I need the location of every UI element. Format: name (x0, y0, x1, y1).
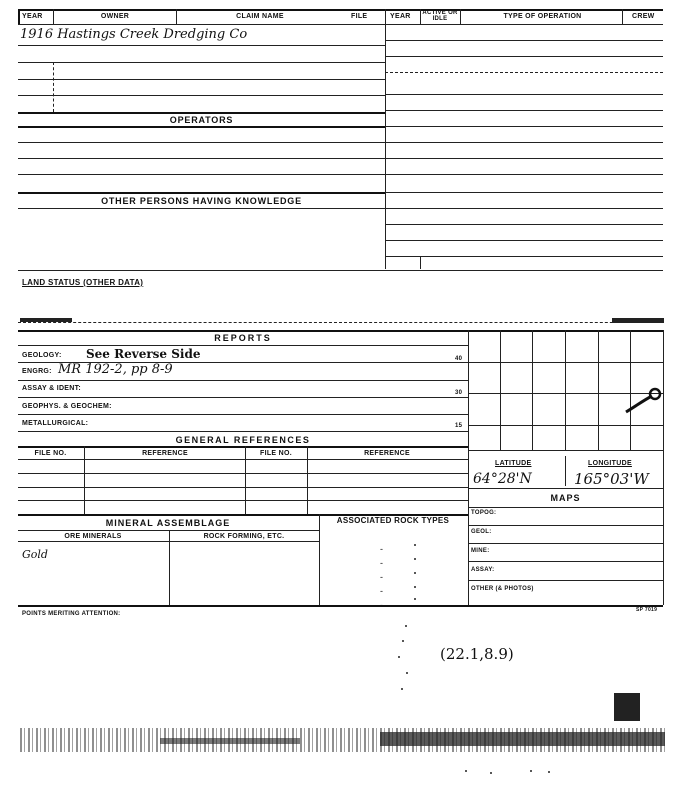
reports-top-rule (18, 330, 663, 332)
operators-top-rule (18, 112, 385, 114)
scan-black-square (614, 693, 640, 721)
reports-row-rule (18, 397, 468, 398)
header-divider (18, 9, 20, 24)
col-crew-header: CREW (632, 13, 655, 20)
right-row-rule (385, 256, 663, 257)
scan-dot (406, 672, 408, 674)
mineral-col-divider (319, 514, 320, 605)
header-bottom-rule (18, 24, 663, 25)
scan-dot (548, 771, 550, 773)
reports-subrule (18, 345, 468, 346)
form-code: SP 7019 (636, 607, 658, 613)
points-top-rule (18, 605, 663, 607)
references-row-rule (18, 500, 468, 501)
file-no-header-2: FILE NO. (260, 450, 292, 457)
general-references-heading: GENERAL REFERENCES (175, 435, 311, 445)
reference-header-2: REFERENCE (364, 450, 410, 457)
right-row-rule (385, 56, 663, 57)
ore-minerals-header: ORE MINERALS (64, 533, 122, 540)
col-year-header: YEAR (22, 13, 43, 20)
scan-dot (402, 640, 404, 642)
owner-row-rule (18, 95, 385, 96)
scan-dot (401, 688, 403, 690)
rock-forming-header: ROCK FORMING, ETC. (203, 533, 285, 540)
col-year-right-header: YEAR (390, 13, 411, 20)
header-divider (622, 9, 623, 24)
right-row-rule (385, 192, 663, 193)
reports-row-rule (18, 431, 468, 432)
reports-num-30: 30 (455, 390, 463, 396)
maps-rule (468, 580, 663, 581)
maps-rule (468, 507, 663, 508)
scan-dot (398, 656, 400, 658)
references-row-rule (18, 473, 468, 474)
maps-assay: ASSAY: (471, 567, 495, 573)
owner-year-divider (53, 62, 54, 112)
references-rule (18, 446, 468, 448)
land-status-bottom-rule (18, 322, 663, 323)
right-row-rule (385, 240, 663, 241)
owner-row-rule (18, 45, 385, 46)
col-file-header: FILE (351, 13, 368, 20)
scan-noise-dark (380, 732, 665, 746)
maps-topog: TOPOG: (471, 510, 497, 516)
reports-num-40: 40 (455, 356, 463, 362)
grid-col (565, 330, 566, 450)
scan-dot (530, 770, 532, 772)
maps-geol: GEOL: (471, 529, 492, 535)
reports-row-rule (18, 380, 468, 381)
header-divider (420, 9, 421, 24)
operators-heading: OPERATORS (169, 115, 234, 125)
header-divider (460, 9, 461, 24)
operator-row-rule (18, 158, 385, 159)
grid-col (598, 330, 599, 450)
main-vertical-divider (385, 9, 386, 269)
reports-heading: REPORTS (214, 333, 272, 343)
scan-dot (414, 598, 416, 600)
right-row-rule (385, 110, 663, 111)
references-col-divider (84, 446, 85, 514)
right-row-divider (420, 256, 421, 269)
maps-other: OTHER (& PHOTOS) (471, 586, 534, 592)
metallurgical-label: METALLURGICAL: (22, 420, 89, 427)
right-row-rule (385, 40, 663, 41)
reports-right-divider (468, 330, 469, 605)
right-row-rule (385, 158, 663, 159)
reference-header-1: REFERENCE (142, 450, 188, 457)
references-col-divider (307, 446, 308, 514)
header-divider (53, 9, 54, 24)
maps-rule (468, 543, 663, 544)
ore-mineral-entry: Gold (22, 548, 48, 561)
maps-heading: MAPS (550, 493, 581, 503)
references-col-divider (245, 446, 246, 514)
right-row-rule (385, 224, 663, 225)
location-arrow-icon (622, 386, 666, 416)
col-owner-header: OWNER (100, 13, 130, 20)
longitude-value: 165°03'W (574, 470, 649, 488)
header-top-rule (18, 9, 663, 11)
other-persons-bottom-rule (18, 208, 385, 209)
right-row-rule (385, 174, 663, 175)
mineral-col-divider (169, 530, 170, 605)
engrg-value: MR 192-2, pp 8-9 (58, 362, 173, 377)
grid-row (468, 362, 663, 363)
grid-col (500, 330, 501, 450)
right-row-rule (385, 126, 663, 127)
references-row-rule (18, 487, 468, 488)
rock-type-dashes: - - - - - (380, 544, 383, 610)
scan-dot (405, 625, 407, 627)
grid-row (468, 425, 663, 426)
maps-rule (468, 561, 663, 562)
right-row-rule (385, 142, 663, 143)
maps-rule (468, 525, 663, 526)
geology-label: GEOLOGY: (22, 352, 62, 359)
file-no-header-1: FILE NO. (34, 450, 67, 457)
operators-bottom-rule (18, 126, 385, 128)
owner-row-rule (18, 62, 385, 63)
col-type-operation-header: TYPE OF OPERATION (503, 13, 582, 20)
scan-noise-dark (160, 738, 300, 744)
lat-long-divider (565, 456, 566, 486)
operator-row-rule (18, 174, 385, 175)
right-row-rule (385, 94, 663, 95)
right-row-rule (385, 208, 663, 209)
other-persons-heading: OTHER PERSONS HAVING KNOWLEDGE (101, 196, 302, 206)
maps-top-rule (468, 488, 663, 489)
references-row-rule (18, 459, 468, 460)
owner-row-rule (18, 79, 385, 80)
scan-dot (414, 558, 416, 560)
coordinate-note: (22.1,8.9) (440, 645, 514, 663)
associated-rock-types-heading: ASSOCIATED ROCK TYPES (336, 516, 450, 525)
grid-col (532, 330, 533, 450)
points-meriting-heading: POINTS MERITING ATTENTION: (22, 611, 121, 617)
scan-dot (414, 586, 416, 588)
engrg-label: ENGRG: (22, 368, 52, 375)
latitude-value: 64°28'N (473, 471, 532, 487)
scan-dot (414, 544, 416, 546)
col-active-idle-header: ACTIVE OR IDLE (422, 10, 458, 22)
land-status-rule (18, 270, 663, 271)
scan-dot (465, 770, 467, 772)
assay-label: ASSAY & IDENT: (22, 385, 82, 392)
reports-num-15: 15 (455, 423, 463, 429)
header-divider (176, 9, 177, 24)
grid-right-border (663, 330, 664, 605)
geophys-label: GEOPHYS. & GEOCHEM: (22, 403, 112, 410)
maps-mine: MINE: (471, 548, 490, 554)
other-persons-top-rule (18, 192, 385, 194)
geology-value: See Reverse Side (86, 347, 201, 361)
owner-entry: 1916 Hastings Creek Dredging Co (20, 27, 248, 42)
grid-row (468, 450, 663, 451)
mineral-assemblage-heading: MINERAL ASSEMBLAGE (105, 518, 231, 528)
land-status-heading: LAND STATUS (OTHER DATA) (22, 278, 144, 287)
longitude-label: LONGITUDE (588, 460, 632, 467)
latitude-label: LATITUDE (495, 460, 532, 467)
reports-row-rule (18, 414, 468, 415)
scan-dot (414, 572, 416, 574)
right-row-rule (385, 72, 663, 73)
scan-dot (490, 772, 492, 774)
col-claim-name-header: CLAIM NAME (236, 13, 284, 20)
operator-row-rule (18, 142, 385, 143)
